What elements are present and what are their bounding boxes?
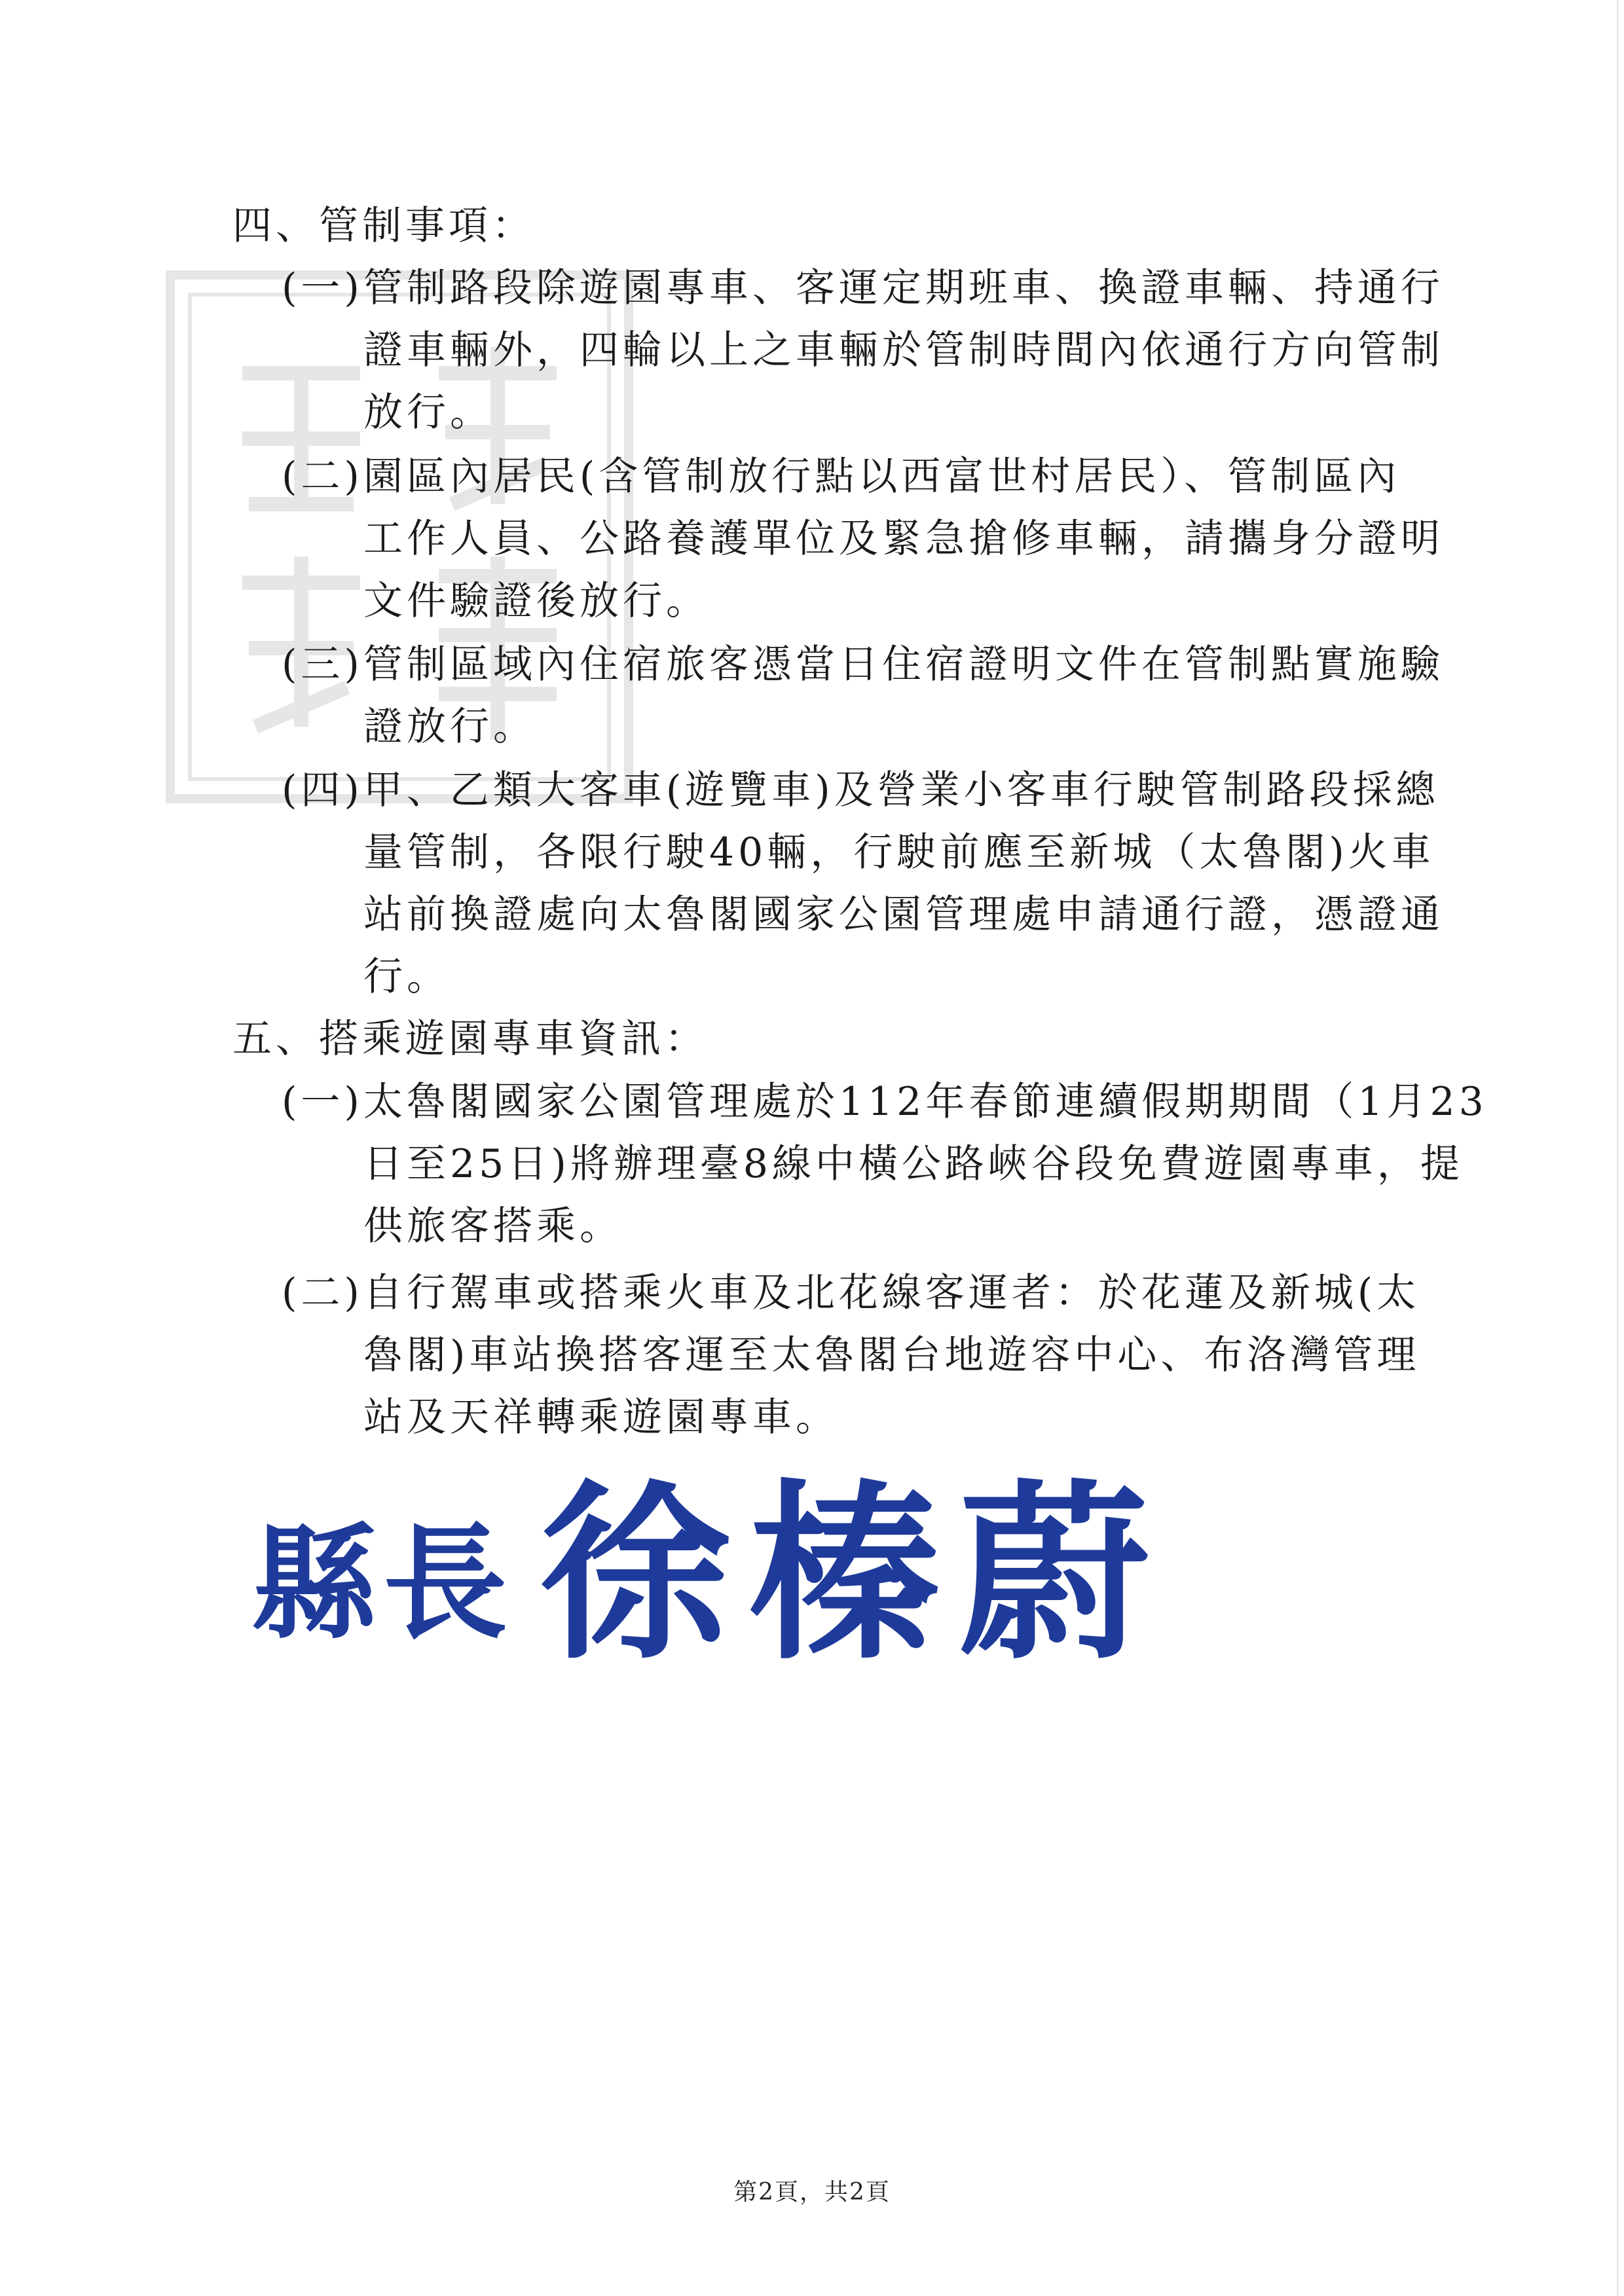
page-number: 第2頁，共2頁: [733, 2179, 891, 2206]
signature-title: 縣長: [252, 1510, 515, 1656]
scan-edge: [1617, 0, 1619, 2296]
section-5-item-2-line-2: 魯閣)車站換搭客運至太魯閣台地遊容中心、布洛灣管理: [363, 1332, 1420, 1378]
section-5-heading: 五、搭乘遊園專車資訊：: [232, 1016, 708, 1062]
section-4-item-1-line-1: (一)管制路段除遊園專車、客運定期班車、換證車輛、持通行: [282, 265, 1444, 311]
section-4-item-4-line-2: 量管制，各限行駛40輛，行駛前應至新城（太魯閣)火車: [363, 829, 1435, 875]
section-4-item-3-line-1: (三)管制區域內住宿旅客憑當日住宿證明文件在管制點實施驗: [282, 642, 1444, 687]
section-4-item-1-line-2: 證車輛外，四輪以上之車輛於管制時間內依通行方向管制: [363, 327, 1444, 373]
signature-name: 徐榛蔚: [540, 1476, 1169, 1673]
section-4-item-4-line-3: 站前換證處向太魯閣國家公園管理處申請通行證，憑證通: [363, 892, 1444, 938]
section-5-item-1-line-1: (一)太魯閣國家公園管理處於112年春節連續假期期間（1月23: [282, 1079, 1488, 1125]
section-4-item-2-line-2: 工作人員、公路養護單位及緊急搶修車輛，請攜身分證明: [363, 516, 1444, 562]
section-4-item-4-line-1: (四)甲、乙類大客車(遊覽車)及營業小客車行駛管制路段採總: [282, 767, 1439, 813]
section-5-item-2-line-3: 站及天祥轉乘遊園專車。: [363, 1394, 839, 1440]
section-4-item-4-line-4: 行。: [363, 954, 450, 1000]
section-4-item-2-line-1: (二)園區內居民(含管制放行點以西富世村居民）、管制區內: [282, 454, 1401, 500]
section-5-item-1-line-3: 供旅客搭乘。: [363, 1203, 623, 1249]
section-4-item-1-line-3: 放行。: [363, 390, 493, 435]
section-4-item-3-line-2: 證放行。: [363, 704, 536, 750]
section-5-item-2-line-1: (二)自行駕車或搭乘火車及北花線客運者：於花蓮及新城(太: [282, 1270, 1420, 1316]
magistrate-signature-stamp: [252, 1476, 1182, 1673]
section-5-item-1-line-2: 日至25日)將辦理臺8線中橫公路峽谷段免費遊園專車，提: [363, 1141, 1464, 1187]
section-4-item-2-line-3: 文件驗證後放行。: [363, 578, 709, 624]
section-4-heading: 四、管制事項：: [232, 203, 535, 249]
